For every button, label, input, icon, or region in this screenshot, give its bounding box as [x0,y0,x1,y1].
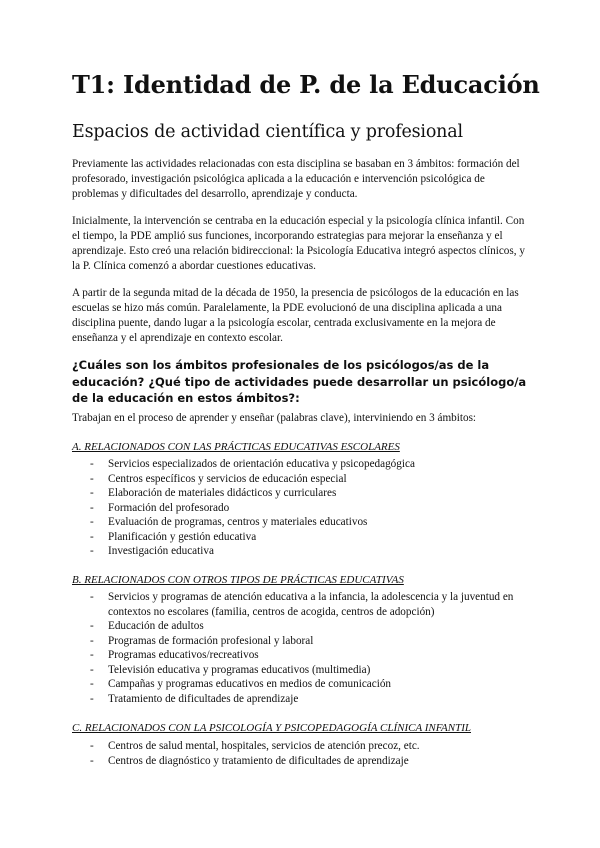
list-item: - Campañas y programas educativos en medios de comunicación [90,678,392,690]
intro-text: Trabajan en el proceso de aprender y enseñar (palabras clave), interviniendo en 3 ámbitos: [72,412,477,424]
section-b-list [72,590,542,706]
question-heading: ¿Cuáles son los ámbitos profesionales de los psicólogos/as de la educación? ¿Qué tipo de actividades puede desarrollar un psicólogo/a de la educación en estos ámbitos?: [72,358,527,405]
section-c-heading: C. RELACIONADOS CON LA PSICOLOGÍA Y PSICOPEDAGOGÍA CLÍNICA INFANTIL [72,722,471,734]
bullet-dash: - [90,649,94,661]
bullet-dash: - [90,472,94,485]
bullet-dash: - [90,620,94,632]
list-item: - Educación de adultos [90,620,204,632]
list-item: - Centros de diagnóstico y tratamiento de dificultades de aprendizaje [90,754,409,767]
list-item: - Elaboración de materiales didácticos y curriculares [90,487,337,499]
section-a-heading: A. RELACIONADOS CON LAS PRÁCTICAS EDUCATIVAS ESCOLARES [72,441,400,453]
bullet-dash: - [90,530,94,543]
bullet-dash: - [90,754,94,767]
section-a-list [72,457,542,559]
bullet-dash: - [90,487,94,499]
list-item: - Formación del profesorado [90,501,230,514]
page-title: T1: Identidad de P. de la Educación [72,70,540,99]
bullet-dash: - [90,678,94,690]
list-item: - Planificación y gestión educativa [90,530,257,543]
list-item: - Centros de salud mental, hospitales, servicios de atención precoz, etc. [90,740,420,752]
paragraph-1: Previamente las actividades relacionadas con esta disciplina se basaban en 3 ámbitos: formación del profesorado, investigación psicológica aplicada a la educación e intervención psicológica de problemas y dificultades del desarrollo, aprendizaje y conducta. [72,158,520,200]
bullet-dash: - [90,634,94,647]
bullet-dash: - [90,501,94,514]
bullet-dash: - [90,692,94,705]
bullet-dash: - [90,545,94,557]
paragraph-3: A partir de la segunda mitad de la década de 1950, la presencia de psicólogos de la educación en las escuelas se hizo más común. Paralelamente, la PDE evolucionó de una disciplina aplicada a una disciplina puente, dando lugar a la psicología escolar, centrada exclusivamente en la mejora de enseñanza y el aprendizaje en contexto escolar. [72,287,519,344]
list-item: - Servicios y programas de atención educativa a la infancia, la adolescencia y la juventud en contextos no escolares (familia, centros de acogida, centros de adopción) [90,591,514,618]
list-item: - Televisión educativa y programas educativos (multimedia) [90,663,371,676]
list-item: - Centros específicos y servicios de educación especial [90,472,347,485]
section-subtitle: Espacios de actividad científica y profesional [72,122,463,142]
list-item: - Servicios especializados de orientación educativa y psicopedagógica [90,458,415,470]
list-item: - Evaluación de programas, centros y materiales educativos [90,516,368,528]
bullet-dash: - [90,663,94,676]
list-item: - Programas de formación profesional y laboral [90,634,314,647]
list-item: - Programas educativos/recreativos [90,649,259,661]
bullet-dash: - [90,740,94,752]
bullet-dash: - [90,516,94,528]
bullet-dash: - [90,591,94,603]
bullet-dash: - [90,458,94,470]
list-item: - Tratamiento de dificultades de aprendizaje [90,692,299,705]
list-item: - Investigación educativa [90,545,214,557]
paragraph-2: Inicialmente, la intervención se centraba en la educación especial y la psicología clínica infantil. Con el tiempo, la PDE amplió sus funciones, incorporando estrategias para mejorar la enseñanza y el aprendizaje. Esto creó una relación bidireccional: la Psicología Educativa integró aspectos clínicos, y la P. Clínica comenzó a abordar cuestiones educativas. [72,215,525,272]
section-b-heading: B. RELACIONADOS CON OTROS TIPOS DE PRÁCTICAS EDUCATIVAS [72,574,404,586]
section-c-list [72,739,542,768]
